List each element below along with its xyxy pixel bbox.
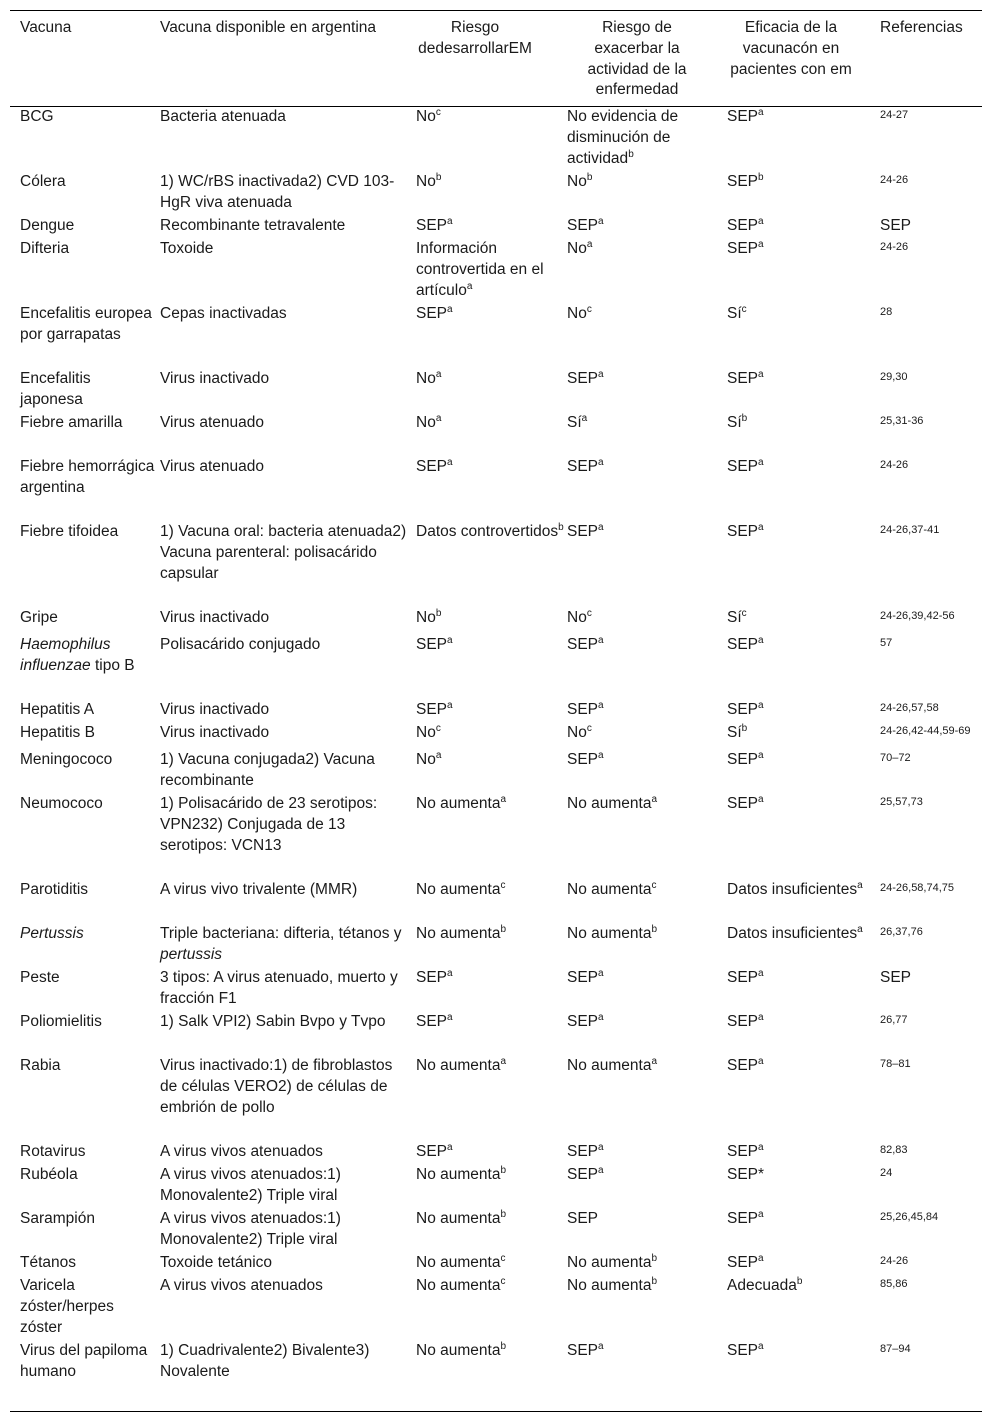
cell-riesgo-exacerbar: No$^c$ (567, 722, 592, 741)
cell-vacuna: Rabia (20, 1057, 61, 1074)
cell-eficacia: Datos insuficientes$^a$ (727, 879, 863, 898)
cell-disponible: 1) Vacuna oral: bacteria atenuada2) Vacuna parenteral: polisacárido capsular (160, 523, 407, 582)
cell-riesgo-exacerbar: No$^a$ (567, 238, 593, 257)
cell-referencias: SEP (880, 969, 912, 986)
table-row (10, 1276, 982, 1341)
table-row (10, 1165, 982, 1209)
footnote-marker: a (598, 749, 604, 761)
cell-riesgo-em: No aumenta$^c$ (416, 879, 506, 898)
footnote-marker: a (758, 749, 764, 761)
cell-eficacia: SEP$^a$ (727, 1011, 764, 1030)
footnote-marker: a (447, 456, 453, 468)
footnote-marker: a (758, 215, 764, 227)
footnote-marker: c (435, 722, 441, 734)
cell-referencias: 82,83 (880, 1144, 908, 1156)
cell-eficacia: SEP$^a$ (727, 238, 764, 257)
footnote-marker: b (796, 1275, 803, 1287)
footnote-marker: a (758, 368, 764, 380)
footnote-marker: a (857, 879, 863, 891)
cell-riesgo-exacerbar: No aumenta$^b$ (567, 923, 658, 942)
table-row (10, 413, 982, 457)
footnote-marker: a (651, 793, 658, 805)
footnote-marker: a (500, 1055, 507, 1067)
cell-disponible: 1) Vacuna conjugada2) Vacuna recombinante (160, 751, 375, 789)
table-row (10, 1142, 982, 1165)
cell-eficacia: $Sí^c$ (727, 303, 747, 322)
table-row (10, 216, 982, 239)
footnote-marker: b (500, 1340, 507, 1352)
cell-referencias: 78–81 (880, 1058, 911, 1070)
footnote-marker: c (500, 1252, 506, 1264)
cell-vacuna: Gripe (20, 609, 58, 626)
cell-disponible: Virus inactivado (160, 370, 270, 387)
cell-riesgo-em: SEP$^a$ (416, 1011, 453, 1030)
cell-riesgo-exacerbar: SEP$^a$ (567, 215, 604, 234)
footnote-marker: a (598, 368, 604, 380)
footnote-marker: a (758, 793, 764, 805)
cell-eficacia: Adecuada$^b$ (727, 1275, 803, 1294)
footnote-marker: a (758, 1141, 764, 1153)
cell-riesgo-em: Información controvertida en el artículo$^a$ (416, 240, 544, 299)
cell-eficacia: SEP$^a$ (727, 215, 764, 234)
table-bottom-rule (10, 1411, 982, 1412)
cell-disponible: A virus vivos atenuados (160, 1277, 323, 1294)
cell-disponible: Virus inactivado (160, 724, 270, 741)
cell-eficacia: SEP$^a$ (727, 368, 764, 387)
cell-riesgo-exacerbar: No$^b$ (567, 171, 593, 190)
footnote-marker: b (758, 171, 764, 183)
footnote-marker: b (500, 1208, 507, 1220)
cell-disponible: Virus inactivado (160, 609, 270, 626)
cell-referencias: 24 (880, 1167, 893, 1179)
cell-vacuna: Hepatitis B (20, 724, 95, 741)
footnote-marker: c (435, 106, 441, 118)
footnote-marker: a (598, 1141, 604, 1153)
footnote-marker: b (500, 923, 507, 935)
footnote-marker: a (598, 1340, 604, 1352)
cell-eficacia: $Sí^b$ (727, 722, 748, 741)
cell-vacuna: Difteria (20, 240, 70, 257)
cell-riesgo-exacerbar: No aumenta$^c$ (567, 879, 657, 898)
footnote-marker: c (500, 1275, 506, 1287)
cell-disponible: A virus vivo trivalente (MMR) (160, 881, 358, 898)
cell-riesgo-exacerbar: SEP$^a$ (567, 1164, 604, 1183)
cell-vacuna: Meningococo (20, 751, 113, 768)
cell-referencias: 25,26,45,84 (880, 1211, 939, 1223)
cell-vacuna: Cólera (20, 173, 66, 190)
cell-riesgo-exacerbar: SEP$^a$ (567, 368, 604, 387)
cell-riesgo-em: No aumenta$^b$ (416, 1164, 507, 1183)
cell-riesgo-em: SEP$^a$ (416, 456, 453, 475)
cell-riesgo-em: No$^a$ (416, 412, 442, 431)
cell-disponible: Virus atenuado (160, 458, 264, 475)
cell-riesgo-exacerbar: SEP$^a$ (567, 967, 604, 986)
footnote-marker: a (447, 215, 453, 227)
cell-riesgo-exacerbar: SEP$^a$ (567, 456, 604, 475)
cell-referencias: 26,37,76 (880, 926, 923, 938)
cell-riesgo-em: SEP$^a$ (416, 215, 453, 234)
cell-eficacia: SEP$^a$ (727, 521, 764, 540)
footnote-marker: c (586, 722, 592, 734)
cell-riesgo-exacerbar: No$^c$ (567, 303, 592, 322)
cell-disponible: Virus atenuado (160, 414, 264, 431)
vaccine-table (10, 10, 982, 1406)
cell-riesgo-exacerbar: SEP$^a$ (567, 521, 604, 540)
footnote-marker: a (598, 521, 604, 533)
cell-riesgo-em: SEP$^a$ (416, 967, 453, 986)
cell-referencias: 24-26,37-41 (880, 524, 940, 536)
cell-riesgo-em: No$^a$ (416, 749, 442, 768)
cell-vacuna: Fiebre hemorrágica argentina (20, 458, 155, 496)
cell-eficacia: $Sí^b$ (727, 412, 748, 431)
footnote-marker: c (586, 303, 592, 315)
footnote-marker: a (651, 1055, 658, 1067)
header-eficacia: Eficacia de la vacunacón en pacientes con em (730, 19, 852, 78)
cell-eficacia: SEP$^a$ (727, 634, 764, 653)
cell-referencias: 24-26 (880, 1255, 909, 1267)
cell-riesgo-exacerbar: No aumenta$^b$ (567, 1275, 658, 1294)
cell-referencias: 24-26,39,42-56 (880, 610, 955, 622)
cell-vacuna: Hepatitis A (20, 701, 95, 718)
footnote-marker: b (628, 148, 634, 160)
cell-referencias: 87–94 (880, 1343, 911, 1355)
footnote-marker: a (500, 793, 507, 805)
footnote-marker: c (741, 607, 747, 619)
cell-eficacia: SEP* (727, 1166, 765, 1183)
cell-riesgo-em: No aumenta$^c$ (416, 1252, 506, 1271)
footnote-marker: a (447, 303, 453, 315)
cell-riesgo-exacerbar: SEP (567, 1210, 599, 1227)
table-row (10, 794, 982, 880)
table-row (10, 700, 982, 723)
footnote-marker: a (758, 634, 764, 646)
header-referencias: Referencias (880, 19, 963, 36)
cell-riesgo-exacerbar: SEP$^a$ (567, 1141, 604, 1160)
table-row (10, 1253, 982, 1276)
table-body (10, 107, 982, 1406)
cell-vacuna: Haemophilus influenzae tipo B (20, 636, 135, 674)
cell-riesgo-exacerbar: No aumenta$^a$ (567, 793, 658, 812)
cell-riesgo-em: No aumenta$^a$ (416, 1055, 507, 1074)
cell-riesgo-em: SEP$^a$ (416, 303, 453, 322)
cell-referencias: 24-26 (880, 174, 909, 186)
footnote-marker: a (435, 749, 442, 761)
footnote-marker: b (435, 607, 442, 619)
footnote-marker: a (758, 1055, 764, 1067)
table-row (10, 750, 982, 794)
cell-riesgo-em: No$^a$ (416, 368, 442, 387)
cell-vacuna: Neumococo (20, 795, 103, 812)
footnote-marker: b (741, 412, 748, 424)
table-row (10, 635, 982, 700)
cell-riesgo-exacerbar: SEP$^a$ (567, 634, 604, 653)
cell-vacuna: Pertussis (20, 925, 84, 942)
footnote-marker: a (758, 521, 764, 533)
footnote-marker: a (598, 1164, 604, 1176)
cell-riesgo-em: Datos controvertidos$^b$ (416, 521, 564, 540)
cell-disponible: Toxoide tetánico (160, 1254, 273, 1271)
table-row (10, 369, 982, 413)
cell-disponible: 1) WC/rBS inactivada2) CVD 103-HgR viva atenuada (160, 173, 395, 211)
footnote-marker: b (651, 923, 658, 935)
footnote-marker: a (435, 412, 442, 424)
footnote-marker: a (758, 967, 764, 979)
cell-riesgo-exacerbar: No evidencia de disminución de actividad$^b$ (567, 108, 679, 167)
cell-referencias: 24-26,58,74,75 (880, 882, 955, 894)
cell-riesgo-em: SEP$^a$ (416, 1141, 453, 1160)
table-row (10, 608, 982, 635)
cell-eficacia: SEP$^a$ (727, 456, 764, 475)
cell-referencias: 24-26,57,58 (880, 702, 939, 714)
cell-disponible: Toxoide (160, 240, 214, 257)
cell-disponible: 3 tipos: A virus atenuado, muerto y fracción F1 (160, 969, 398, 1007)
cell-eficacia: SEP$^a$ (727, 699, 764, 718)
cell-riesgo-em: No aumenta$^b$ (416, 1340, 507, 1359)
cell-referencias: 70–72 (880, 752, 911, 764)
table-row (10, 107, 982, 172)
footnote-marker: b (435, 171, 442, 183)
cell-riesgo-exacerbar: SEP$^a$ (567, 749, 604, 768)
footnote-marker: a (586, 238, 593, 250)
footnote-marker: a (758, 1340, 764, 1352)
footnote-marker: a (447, 634, 453, 646)
cell-vacuna: Encefalitis europea por garrapatas (20, 305, 152, 343)
cell-disponible: Cepas inactivadas (160, 305, 287, 322)
cell-referencias: 24-26,42-44,59-69 (880, 725, 971, 737)
cell-referencias: 57 (880, 637, 893, 649)
footnote-marker: a (447, 699, 453, 711)
table-row (10, 1012, 982, 1056)
footnote-marker: b (500, 1164, 507, 1176)
cell-riesgo-em: No aumenta$^b$ (416, 1208, 507, 1227)
cell-eficacia: Datos insuficientes$^a$ (727, 923, 863, 942)
cell-riesgo-exacerbar: SEP$^a$ (567, 1340, 604, 1359)
cell-vacuna: Dengue (20, 217, 75, 234)
footnote-marker: a (857, 923, 863, 935)
table-row (10, 1209, 982, 1253)
cell-disponible: A virus vivos atenuados:1) Monovalente2) Triple viral (160, 1210, 341, 1248)
footnote-marker: a (598, 1011, 604, 1023)
cell-eficacia: SEP$^a$ (727, 793, 764, 812)
cell-vacuna: Rotavirus (20, 1143, 86, 1160)
footnote-marker: b (558, 521, 564, 533)
footnote-marker: c (500, 879, 506, 891)
cell-vacuna: BCG (20, 108, 54, 125)
table-row (10, 304, 982, 369)
cell-riesgo-em: No$^b$ (416, 607, 442, 626)
table-row (10, 522, 982, 608)
footnote-marker: a (447, 967, 453, 979)
footnote-marker: a (598, 456, 604, 468)
cell-riesgo-exacerbar: No$^c$ (567, 607, 592, 626)
footnote-marker: b (651, 1275, 658, 1287)
footnote-marker: c (741, 303, 747, 315)
cell-riesgo-exacerbar: SEP$^a$ (567, 1011, 604, 1030)
cell-referencias: 24-27 (880, 109, 909, 121)
cell-riesgo-em: No aumenta$^c$ (416, 1275, 506, 1294)
cell-riesgo-em: SEP$^a$ (416, 634, 453, 653)
cell-eficacia: SEP$^a$ (727, 1141, 764, 1160)
footnote-marker: a (598, 699, 604, 711)
table-row (10, 1056, 982, 1142)
cell-riesgo-exacerbar: No aumenta$^b$ (567, 1252, 658, 1271)
cell-riesgo-em: No$^c$ (416, 722, 441, 741)
footnote-marker: a (758, 238, 764, 250)
cell-referencias: 28 (880, 306, 893, 318)
cell-eficacia: $Sí^c$ (727, 607, 747, 626)
cell-vacuna: Encefalitis japonesa (20, 370, 91, 408)
cell-riesgo-em: SEP$^a$ (416, 699, 453, 718)
table-row (10, 723, 982, 750)
cell-vacuna: Fiebre tifoidea (20, 523, 119, 540)
cell-eficacia: SEP$^a$ (727, 1340, 764, 1359)
cell-referencias: 25,57,73 (880, 796, 923, 808)
cell-referencias: 24-26 (880, 241, 909, 253)
cell-vacuna: Sarampión (20, 1210, 95, 1227)
footnote-marker: a (435, 368, 442, 380)
cell-vacuna: Fiebre amarilla (20, 414, 123, 431)
cell-vacuna: Virus del papiloma humano (20, 1342, 148, 1380)
cell-referencias: 29,30 (880, 371, 908, 383)
footnote-marker: b (586, 171, 593, 183)
cell-riesgo-em: No aumenta$^b$ (416, 923, 507, 942)
footnote-marker: a (758, 699, 764, 711)
cell-vacuna: Rubéola (20, 1166, 78, 1183)
cell-eficacia: SEP$^b$ (727, 171, 764, 190)
header-disponible: Vacuna disponible en argentina (160, 19, 377, 36)
footnote-marker: c (651, 879, 657, 891)
cell-disponible: Bacteria atenuada (160, 108, 286, 125)
cell-referencias: 26,77 (880, 1014, 908, 1026)
table-row (10, 924, 982, 968)
cell-vacuna: Parotiditis (20, 881, 89, 898)
cell-eficacia: SEP$^a$ (727, 749, 764, 768)
footnote-marker: a (466, 280, 473, 292)
cell-vacuna: Tétanos (20, 1254, 77, 1271)
cell-disponible: 1) Cuadrivalente2) Bivalente3) Novalente (160, 1342, 370, 1380)
cell-disponible: Virus inactivado (160, 701, 270, 718)
cell-eficacia: SEP$^a$ (727, 1055, 764, 1074)
footnote-marker: a (598, 634, 604, 646)
footnote-marker: a (758, 106, 764, 118)
table-row (10, 968, 982, 1012)
table-header-row (10, 10, 982, 107)
cell-vacuna: Varicela zóster/herpes zóster (20, 1277, 114, 1336)
table-row (10, 239, 982, 304)
header-riesgo-exacerbar: Riesgo de exacerbar la actividad de la enfermedad (587, 19, 687, 99)
cell-disponible: 1) Polisacárido de 23 serotipos: VPN232) Conjugada de 13 serotipos: VCN13 (160, 795, 378, 854)
footnote-marker: a (447, 1141, 453, 1153)
table-row (10, 172, 982, 216)
cell-eficacia: SEP$^a$ (727, 1252, 764, 1271)
footnote-marker: a (758, 1252, 764, 1264)
table-row (10, 457, 982, 522)
cell-disponible: A virus vivos atenuados (160, 1143, 323, 1160)
cell-riesgo-em: No aumenta$^a$ (416, 793, 507, 812)
table-row (10, 1341, 982, 1406)
footnote-marker: b (741, 722, 748, 734)
cell-eficacia: SEP$^a$ (727, 967, 764, 986)
header-riesgo-em: Riesgo dedesarrollarEM (418, 19, 532, 57)
cell-disponible: A virus vivos atenuados:1) Monovalente2) Triple viral (160, 1166, 341, 1204)
cell-riesgo-em: No$^b$ (416, 171, 442, 190)
footnote-marker: a (758, 1011, 764, 1023)
cell-referencias: 24-26 (880, 459, 909, 471)
cell-disponible: Virus inactivado:1) de fibroblastos de células VERO2) de células de embrión de pollo (160, 1057, 393, 1116)
cell-referencias: 85,86 (880, 1278, 908, 1290)
footnote-marker: a (598, 967, 604, 979)
cell-referencias: SEP (880, 217, 912, 234)
cell-disponible: Triple bacteriana: difteria, tétanos y pertussis (160, 925, 402, 963)
cell-riesgo-exacerbar: SEP$^a$ (567, 699, 604, 718)
footnote-marker: c (586, 607, 592, 619)
cell-vacuna: Poliomielitis (20, 1013, 102, 1030)
cell-vacuna: Peste (20, 969, 60, 986)
cell-disponible: Recombinante tetravalente (160, 217, 346, 234)
header-vacuna: Vacuna (20, 19, 72, 36)
cell-riesgo-exacerbar: No aumenta$^a$ (567, 1055, 658, 1074)
footnote-marker: b (651, 1252, 658, 1264)
cell-riesgo-em: No$^c$ (416, 106, 441, 125)
cell-disponible: 1) Salk VPI2) Sabin Bvpo y Tvpo (160, 1013, 386, 1030)
cell-disponible: Polisacárido conjugado (160, 636, 321, 653)
table-row (10, 880, 982, 924)
cell-eficacia: SEP$^a$ (727, 1208, 764, 1227)
footnote-marker: a (447, 1011, 453, 1023)
footnote-marker: a (581, 412, 588, 424)
cell-eficacia: SEP$^a$ (727, 106, 764, 125)
cell-riesgo-exacerbar: $Sí^a$ (567, 412, 588, 431)
cell-referencias: 25,31-36 (880, 415, 924, 427)
footnote-marker: a (758, 456, 764, 468)
footnote-marker: a (758, 1208, 764, 1220)
footnote-marker: a (598, 215, 604, 227)
